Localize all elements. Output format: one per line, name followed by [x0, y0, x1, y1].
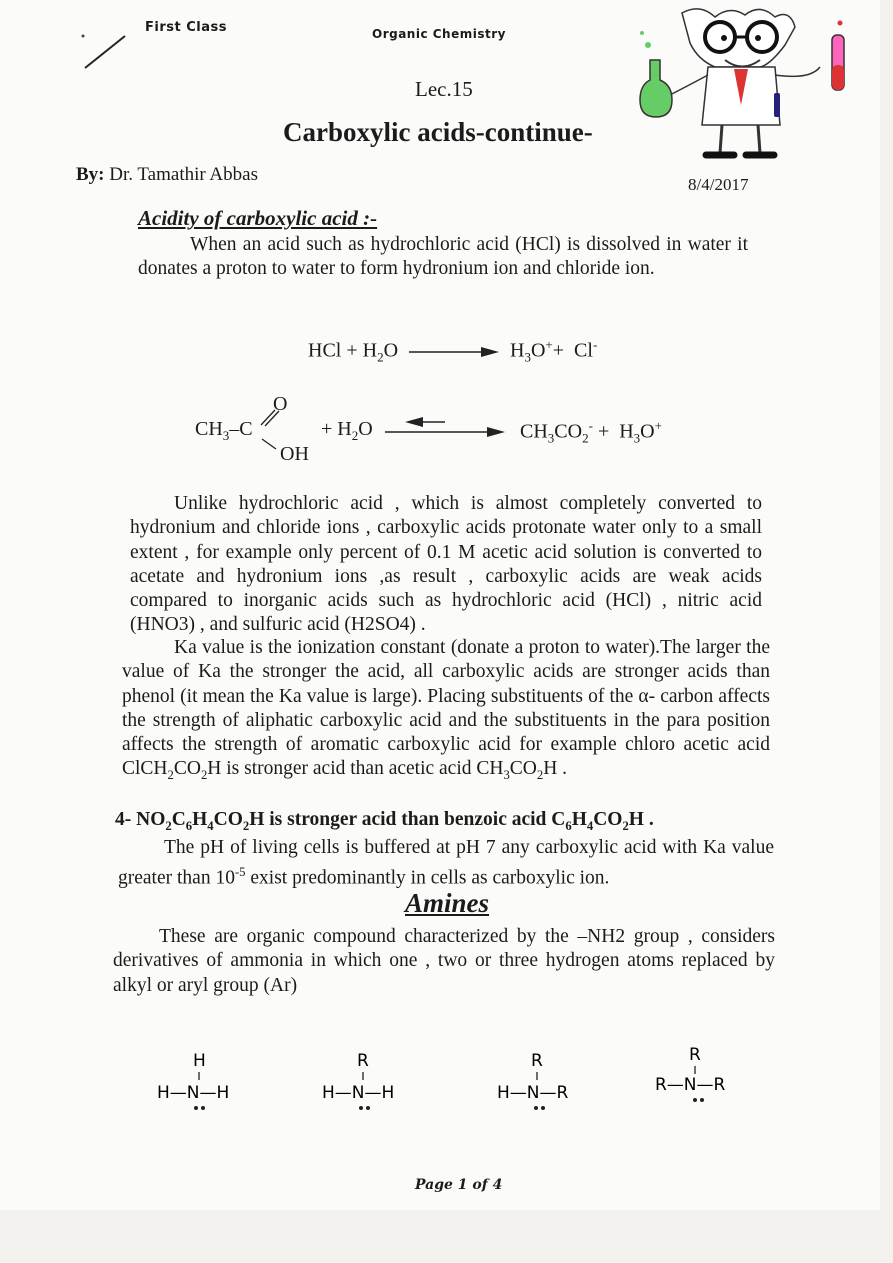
- hcl-equation: HCl + $H_2O$ $H_3O^++ Cl^-$: [308, 337, 598, 365]
- unlike-paragraph: Unlike hydrochloric acid , which is almost completely converted to hydronium and chloride ions , carboxylic acids protonate water only to a small extent , for example only percent of 0.1 M acetic acid solution is converted to acetate and hydronium ions ,as result , carboxylic acids are weak acids compared to inorganic acids such as hydrochloric acid (HCl) , nitric acid (HNO3) , and sulfuric acid (H2SO4) .: [130, 493, 762, 636]
- pen-mark: [80, 30, 140, 75]
- acidity-intro: When an acid such as hydrochloric acid (HCl) is dissolved in water it donates a proton to water to form hydronium ion and chloride ion.: [138, 234, 748, 280]
- page-title: Carboxylic acids-continue-: [283, 117, 593, 147]
- svg-text:H: H: [193, 1051, 206, 1071]
- ka-paragraph: Ka value is the ionization constant (donate a proton to water).The larger the value of Ka the stronger the acid, all carboxylic acids are stronger acids than phenol (it mean the Ka value is large). Placing substituents of the α- carbon affects the strength of aliphatic carboxylic acid and the substituents in the para position affects the strength of aromatic carboxylic acid for example chloro acetic acid $ClCH_2CO_2H$ is stronger acid than acetic acid $CH_3CO_2H$ .: [122, 637, 770, 783]
- class-label: First Class: [145, 20, 227, 35]
- tertiary-amine-structure-icon: [655, 1042, 745, 1112]
- amines-heading: Amines: [405, 888, 490, 918]
- svg-text:R: R: [357, 1051, 369, 1071]
- ph-paragraph: The pH of living cells is buffered at pH 7 any carboxylic acid with Ka value greater than $10^{-5}$ exist predominantly in cells as carboxylic ion.: [118, 837, 774, 889]
- svg-text:R—N—R: R—N—R: [655, 1075, 726, 1095]
- reaction-arrow-icon: [409, 345, 499, 359]
- acetic-acid-equation: $CH_3-C$ O OH + $H_2O$ $CH_3CO_2^- + H_3O^+$: [195, 393, 662, 465]
- svg-text:H—N—H: H—N—H: [157, 1083, 230, 1103]
- amines-paragraph: These are organic compound characterized by the –NH2 group , considers derivatives of ammonia in which one , two or three hydrogen atoms replaced by alkyl or aryl group (Ar): [113, 926, 775, 996]
- single-bond-icon: [260, 437, 280, 451]
- svg-text:H—N—H: H—N—H: [322, 1083, 395, 1103]
- page-footer: Page 1 of 4: [415, 1177, 503, 1193]
- scientist-mascot-icon: [620, 5, 860, 170]
- secondary-amine-structure-icon: [495, 1048, 585, 1118]
- lecture-date: 8/4/2017: [688, 175, 749, 194]
- lecture-number: Lec.15: [415, 77, 473, 101]
- acidity-heading: Acidity of carboxylic acid :-: [138, 206, 378, 230]
- svg-text:H—N—R: H—N—R: [497, 1083, 569, 1103]
- svg-text:R: R: [531, 1051, 543, 1071]
- primary-amine-structure-icon: [320, 1048, 410, 1118]
- subject-label: Organic Chemistry: [372, 27, 506, 41]
- nitrobenzoic-statement: 4- $NO_2C_6H_4CO_2H$ is stronger acid than benzoic acid $C_6H_4CO_2H$ .: [115, 809, 654, 833]
- svg-text:R: R: [689, 1045, 701, 1065]
- author-line: By: Dr. Tamathir Abbas: [76, 164, 258, 185]
- equilibrium-arrow-icon: [385, 417, 505, 439]
- double-bond-icon: [257, 407, 281, 427]
- ammonia-structure-icon: [155, 1048, 245, 1118]
